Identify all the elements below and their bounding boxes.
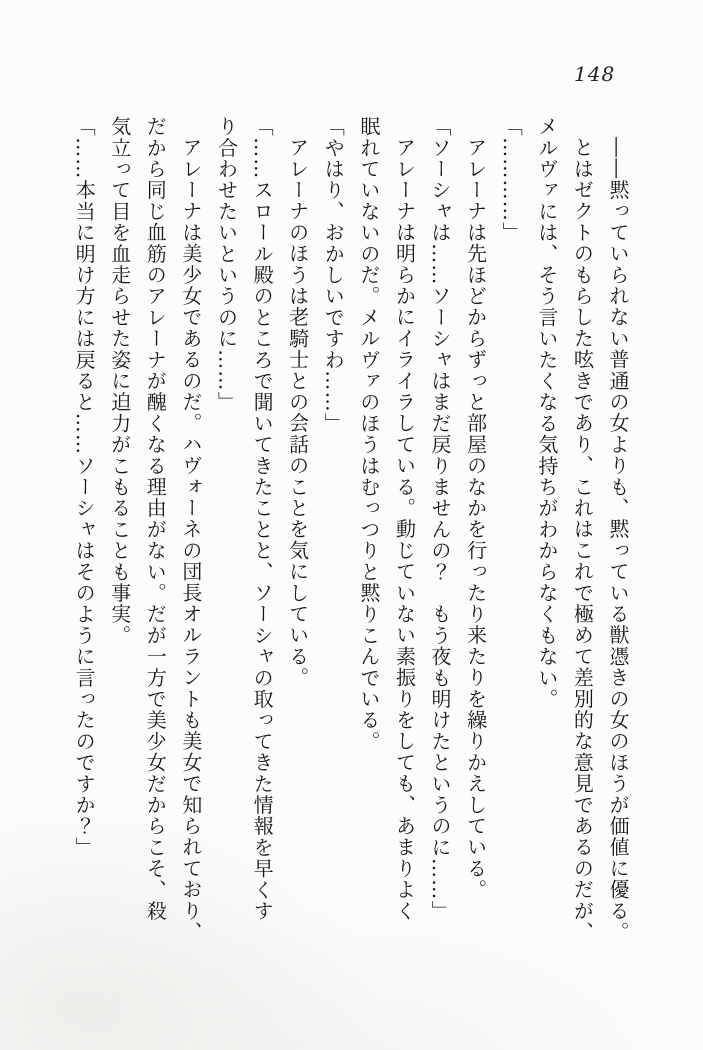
text-column: 気立って目を血走らせた姿に迫力がこもることも事実。 [107,116,132,646]
text-column: アレーナのほうは老騎士との会話のことを気にしている。 [285,137,310,689]
text-column: メルヴァには、そう言いたくなる気持ちがわからなくもない。 [534,116,559,710]
text-column: とはゼクトのもらした呟きであり、これはこれで極めて差別的な意見であるのだが、 [570,137,595,943]
text-column: アレーナは明らかにイライラしている。動じていない素振りをしても、あまりよく [392,137,417,922]
text-columns [66,116,636,964]
text-column: 「ソーシャは……ソーシャはまだ戻りませんの？ もう夜も明けたというのに……」 [428,116,453,922]
text-column: 眠れていないのだ。メルヴァのほうはむっつりと黙りこんでいる。 [356,116,381,752]
text-column: 「……本当に明け方には戻ると……ソーシャはそのように言ったのですか？」 [72,116,97,858]
text-column: 「……スロール殿のところで聞いてきたことと、ソーシャの取ってきた情報を早くす [250,116,275,922]
text-column: アレーナは先ほどからずっと部屋のなかを行ったり来たりを繰りかえしている。 [463,137,488,901]
page-number: 148 [574,62,616,86]
text-column: 「やはり、おかしいですわ……」 [321,116,346,434]
text-column: 「…………」 [499,116,524,244]
text-column: アレーナは美少女であるのだ。ハヴォーネの団長オルラントも美女で知られており、 [178,137,203,943]
text-column: だから同じ血筋のアレーナが醜くなる理由がない。だが一方で美少女だからこそ、殺 [143,116,168,922]
text-column: ――黙っていられない普通の女よりも、黙っている獣憑きの女のほうが価値に優る。 [606,137,630,943]
text-column: り合わせたいというのに……」 [214,116,239,413]
